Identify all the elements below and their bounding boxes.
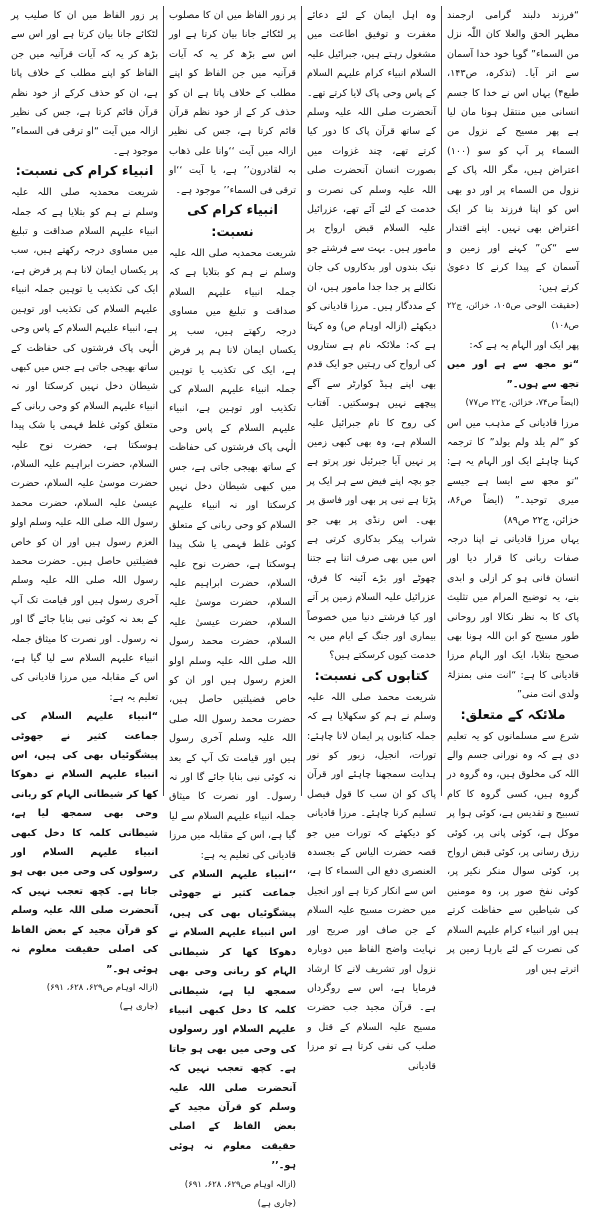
section-heading: انبیاء کرام کی نسبت: <box>15 164 154 180</box>
paragraph: پر زور الفاظ میں ان کا مصلوب پر لٹکائے جانا بیان کرتا ہے اور اس سے بڑھ کر یہ کہ آیات قرآنیہ میں جن الفاظ کو اپنے مطلب کے خلاف پاتا ہے ان کو حذف کر کے از خود نظم قرآن قائم کرتا ہے، جس کی نظیر ازالہ میں آیت ‘‘وانا علی ذھاب بہ لقادرون’’ ہے، یا آیت ‘‘او ترقی فی السماء’’ موجود ہے۔ <box>169 10 296 196</box>
citation: (حقیقت الوحی ص۱۰۵، خزائن، ج۲۲ ص۱۰۸) <box>447 301 580 331</box>
paragraph: شریعت محمدیہ صلی اللہ علیہ وسلم نے ہم کو بتلایا ہے کہ جملہ انبیاء علیہم السلام صداقت و تبلیغ میں مساوی درجہ رکھتے ہیں، سب پر یکساں ایمان لانا ہم پر فرض ہے، ایک کی تکذیب یا توہین جملہ انبیاء علیہم السلام کی تکذیب اور توہین ہے، انبیاء علیہم السلام کے پاس وحی الٰہی پاک فرشتوں کی حفاظت کے ساتھ بھیجی جاتی ہے، جس میں کبھی شیطان دخل نہیں کرسکتا اور نہ انبیاء علیہم السلام کو وحی ربانی کے متعلق کوئی غلط فہمی یا شک پیدا ہوسکتا ہے، حضرت نوح علیہ السلام، حضرت ابراہیم علیہ السلام، حضرت موسیٰ علیہ السلام، حضرت عیسیٰ علیہ السلام، حضرت محمد رسول اللہ صلی اللہ علیہ وسلم اولو العزم رسول ہیں اور ان کو خاص فضیلتیں حاصل ہیں، حضرت محمد رسول اللہ صلی اللہ علیہ وسلم آخری رسول ہیں اور قیامت تک آپ کے بعد نہ کوئی نبی بنایا جائے گا اور نہ رسول۔ اور نصرت کا میثاق جملہ انبیاء علیہم السلام سے لیا گیا ہے، اس کے مقابلہ میں مرزا قادیانی کی تعلیم یہ ہے: <box>169 248 296 861</box>
continued-note: (جاری ہے) <box>119 1002 158 1013</box>
paragraph: مرزا قادیانی کے مذہب میں اس کو “لم یلد ولم یولد” کا ترجمہ کہنا چاہئے ایک اور الہام یہ ہے: “تو مجھ سے ایسا ہے جیسے میری توحید۔” (ایضاً ص۸۶، خزائن، ج۲۲ ص۸۹) <box>447 417 579 526</box>
quotation: “انبیاء علیہم السلام کی جماعت کثیر نے جھوٹی پیشگوئیاں بھی کی ہیں، اس انبیاء علیہم السلام نے دھوکا کھا کر شیطانی الہام کو ربانی وحی بھی سمجھ لیا ہے، شیطانی کلمہ کا دخل کبھی انبیاء علیہم السلام اور رسولوں کی وحی میں بھی ہو جاتا ہے۔ کچھ تعجب نہیں کہ آنحضرت صلی اللہ علیہ وسلم کو قرآن مجید کے بعض الفاظ کی اصلی حقیقت معلوم نہ ہوئی ہو۔” <box>11 711 158 975</box>
column-layout <box>6 6 584 1209</box>
section-heading: ملائکہ کے متعلق: <box>460 707 566 723</box>
column-1 <box>442 6 584 975</box>
column-4 <box>6 6 164 1013</box>
section-heading: کتابوں کی نسبت: <box>314 668 429 684</box>
citation: (ازالہ اوہام ص۶۲۹، ۶۲۸، ۶۹۱) <box>184 1179 296 1190</box>
column-3 <box>164 6 302 1209</box>
paragraph: “فرزند دلبند گرامی ارجمند مظہر الحق والعلا کان اللّٰہ نزل من السماء” گویا خود خدا آسمان سے اتر آیا۔ (تذکرہ، ص۱۴۳، طبع۴) یہاں اس نے خدا کا جسم انسانی میں منتقل ہونا مان لیا ہے پھر مسیح کے نزول من السماء پر آپ کو سو (۱۰۰) اعتراض ہیں، مگر اللہ پاک کے نزول من السماء پر اور دو بھی اس کو اپنا فرزند بنا کر ایک اعتراض بھی نہیں۔ اپنے اقتدار سے “کن” کہنے اور زمین و آسمان کے پیدا کرنے کا دعویٰ کرتے ہیں: <box>447 10 579 293</box>
citation: (ایضاً ص۷۴، خزائن، ج۲۲ ص۷۷) <box>465 398 579 409</box>
paragraph: پر زور الفاظ میں ان کا صلیب پر لٹکائے جانا بیان کرتا ہے اور اس سے بڑھ کر یہ کہ آیات قرآنیہ میں جن الفاظ کو اپنے مطلب کے خلاف پاتا ہے، ان کو حذف کرکے از خود نظم قرآن قائم کرتا ہے، جس کی نظیر ازالہ میں آیت “او ترقی فی السماء” موجود ہے۔ <box>11 10 158 157</box>
continued-note: (جاری ہے) <box>257 1198 296 1209</box>
paragraph: شریعت محمدیہ صلی اللہ علیہ وسلم نے ہم کو بتلایا ہے کہ جملہ انبیاء علیہم السلام صداقت و تبلیغ میں مساوی درجہ رکھتے ہیں، سب پر یکساں ایمان لانا ہم پر فرض ہے، ایک کی تکذیب یا توہین جملہ انبیاء علیہم السلام کی تکذیب اور توہین ہے، انبیاء علیہم السلام کے پاس وحی الٰہی پاک فرشتوں کی حفاظت کے ساتھ بھیجی جاتی ہے جس میں کبھی شیطان دخل نہیں کرسکتا اور نہ انبیاء علیہم السلام کو وحی ربانی کے متعلق کوئی غلط فہمی یا شک پیدا ہوسکتا ہے، حضرت نوح علیہ السلام، حضرت ابراہیم علیہ السلام، حضرت موسیٰ علیہ السلام، حضرت عیسیٰ علیہ السلام، حضرت محمد رسول اللہ صلی اللہ علیہ وسلم اولو العزم رسول ہیں اور ان کو خاص فضیلتیں حاصل ہیں۔ حضرت محمد رسول اللہ صلی اللہ علیہ وسلم آخری رسول ہیں اور قیامت تک آپ کے بعد نہ کوئی نبی بنایا جائے گا اور نہ رسول۔ اور نصرت کا میثاق جملہ انبیاء علیہم السلام سے لیا گیا ہے، اس کے مقابلہ میں مرزا قادیانی کی تعلیم یہ ہے: <box>11 187 158 703</box>
paragraph: شریعت محمد صلی اللہ علیہ وسلم نے ہم کو سکھلایا ہے کہ جملہ کتابوں پر ایمان لانا چاہئے: تورات، انجیل، زبور کو نور ہدایت سمجھنا چاہئے اور قرآن پاک کو ان سب کا قول فیصل تسلیم کرنا چاہئے۔ مرزا قادیانی کو دیکھئے کہ تورات میں جو قصہ حضرت الیاس کے بجسدہ العنصری دفع الی السماء کا ہے، اس سے انکار کرتا ہے اور انجیل میں حضرت مسیح علیہ السلام کے جن صاف اور صریح اور نہایت واضح الفاظ میں دوبارہ نزول اور تشریف لانے کا ارشاد فرمایا ہے، اس سے روگرداں ہے۔ قرآن مجید جب حضرت مسیح علیہ السلام کے قتل و صلب کی نفی کرتا ہے تو مرزا قادیانی <box>307 691 436 1072</box>
paragraph: یہاں مرزا قادیانی نے اپنا درجہ صفات ربانی کا قرار دیا اور انسان فانی ہو کر ازلی و ابدی بنے، یہ توضیح المرام میں تثلیث پاک کا بہ نظر نکالا اور روحانی طور مسیح کو ابن اللہ ہونا بھی صحیح بتلایا، ایک اور الہام مرزا قادیانی کا ہے: “انت منی بمنزلۃ ولدی انت منی” <box>447 533 579 701</box>
citation: (ازالہ اوہام ص۶۲۹، ۶۲۸، ۶۹۱) <box>46 982 158 993</box>
quotation: ‘‘انبیاء علیہم السلام کی جماعت کثیر نے جھوٹی پیشگوئیاں بھی کی ہیں، اس انبیاء علیہم السلام نے دھوکا کھا کر شیطانی الہام کو ربانی وحی بھی سمجھ لیا ہے، شیطانی کلمہ کا دخل کبھی انبیاء علیہم السلام اور رسولوں کی وحی میں بھی ہو جاتا ہے۔ کچھ تعجب نہیں کہ آنحضرت صلی اللہ علیہ وسلم کو قرآن مجید کے بعض الفاظ کے اصلی حقیقت معلوم نہ ہوئی ہو۔’’ <box>169 869 296 1172</box>
paragraph: پھر ایک اور الہام یہ ہے کہ: <box>469 339 579 351</box>
paragraph: شرع سے مسلمانوں کو یہ تعلیم دی ہے کہ وہ نورانی جسم والے اللہ کی مخلوق ہیں، وہ گروہ در گروہ ہیں، کسی گروہ کا کام تسبیح و تقدیس ہے، کوئی ہوا پر موکل ہے، کوئی پانی پر، کوئی رزق رسانی پر، کوئی قبض ارواح پر، کوئی سوال منکر نکیر پر، کوئی نفخ صور پر، وہ مومنین کی شیاطین سے حفاظت کرتے ہیں اور انبیاء کرام علیہم السلام کی نصرت کے لئے بارہا زمین پر اترتے ہیں اور <box>447 730 579 975</box>
column-2 <box>302 6 442 1072</box>
quotation: “تو مجھ سے ہے اور میں تجھ سے ہوں۔” <box>447 359 579 390</box>
section-heading: انبیاء کرام کی نسبت: <box>187 203 278 241</box>
paragraph: وہ اہل ایمان کے لئے دعائے مغفرت و توفیق اطاعت میں مشغول رہتے ہیں، جبرائیل علیہ السلام انبیاء کرام علیہم السلام کے پاس وحی پاک لایا کرتے تھے۔ آنحضرت صلی اللہ علیہ وسلم کے ساتھ قرآن پاک کا دور کیا کرتے تھے، چند غزوات میں بصورت انسان آنحضرت صلی اللہ علیہ وسلم کی نصرت و خدمت کے لئے آئے تھے، عزرائیل علیہ السلام قبض ارواح پر مامور ہیں۔ بہت سے فرشتے جو نیک بندوں اور بدکاروں کی جان نکالنے پر جدا جدا مامور ہیں، ان کے مددگار ہیں۔ مرزا قادیانی کو دیکھئے (ازالہ اوہام ص) وہ کہتا ہے کہ: ملائکہ نام ہے ستاروں کی ارواح کی رہتیں جو ایک قدم بھی اپنے ہیڈ کوارٹر سے آگے پیچھے نہیں ہوسکتیں۔ آفتاب کی روح کا نام جبرائیل علیہ السلام ہے، وہ بھی کبھی زمین پر نہیں آیا جبرئیل نور پرتو ہے جو بچہ اپنے فیض سے ہر ایک پر پڑتا ہے نبی پر بھی اور فاسق پر بھی۔ اس رنڈی پر بھی جو شراب پیکر بدکاری کرتی ہے اس میں بھی صرف اتنا ہے جتنا چھوٹے اور بڑے آئینہ کا فرق، عزرائیل علیہ السلام زمین پر آتے اور کیا فرشتے دنیا میں خصوصاً بیماری اور جنگ کے ایام میں بہ خدمت کیوں کرسکتے ہیں؟ <box>307 10 436 662</box>
